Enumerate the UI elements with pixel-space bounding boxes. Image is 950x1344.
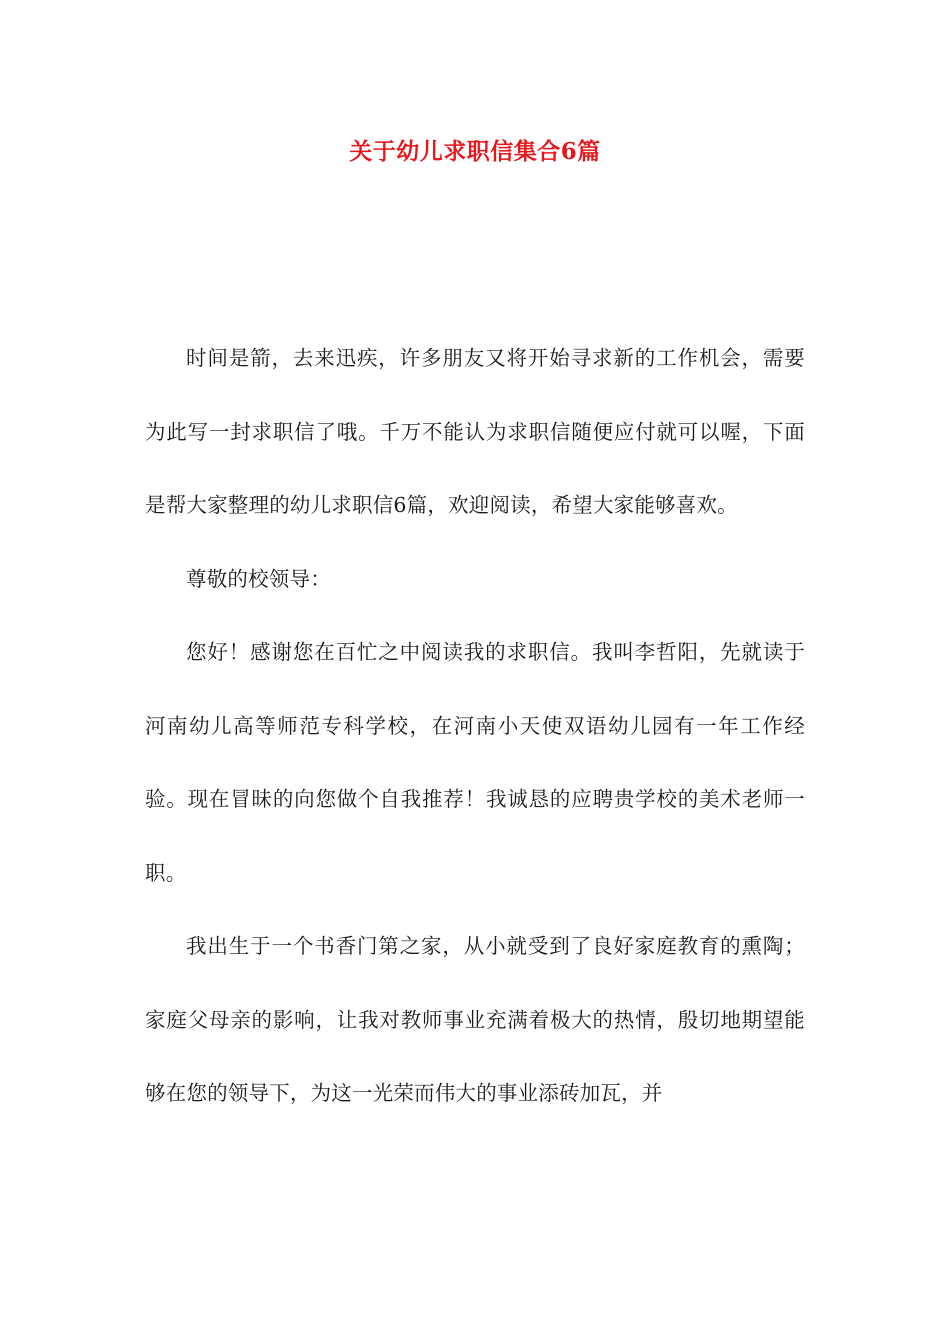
document-body (145, 322, 805, 1131)
paragraph-salutation: 尊敬的校领导： (186, 566, 331, 591)
paragraph-background: 我出生于一个书香门第之家，从小就受到了良好家庭教育的熏陶；家庭父母亲的影响，让我对教师事业充满着极大的热情，殷切地期望能够在您的领导下，为这一光荣而伟大的事业添砖加瓦，并 (145, 934, 805, 1105)
paragraph-intro: 时间是箭，去来迅疾，许多朋友又将开始寻求新的工作机会，需要为此写一封求职信了哦。千万不能认为求职信随便应付就可以喔，下面是帮大家整理的幼儿求职信6篇，欢迎阅读，希望大家能够喜欢。 (145, 346, 805, 517)
paragraph-greeting: 您好！感谢您在百忙之中阅读我的求职信。我叫李哲阳，先就读于河南幼儿高等师范专科学校，在河南小天使双语幼儿园有一年工作经验。现在冒昧的向您做个自我推荐！我诚恳的应聘贵学校的美术老师一职。 (145, 640, 805, 885)
document-title: 关于幼儿求职信集合6篇 (349, 138, 601, 165)
